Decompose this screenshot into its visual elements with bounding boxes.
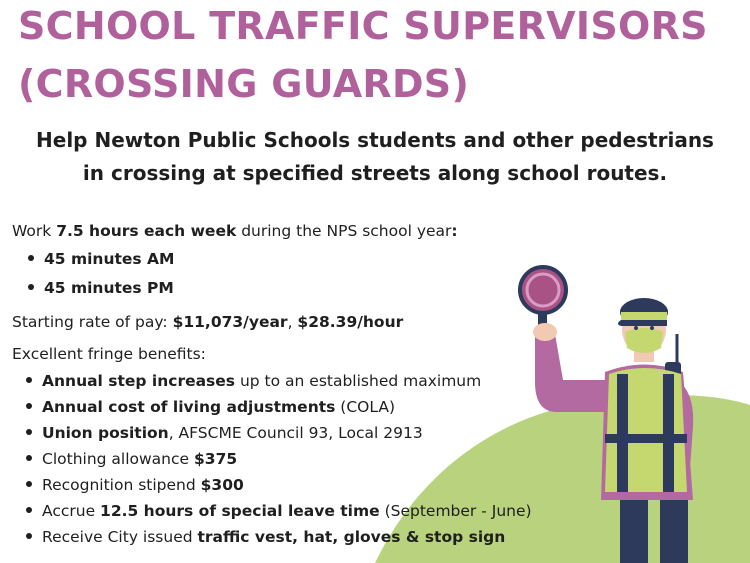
benefit-item <box>26 398 395 416</box>
pay-hourly: $28.39/hour <box>297 313 404 331</box>
pay-separator: , <box>287 313 298 331</box>
benefit-pre: Accrue <box>42 502 101 520</box>
bullet-dot <box>26 429 32 435</box>
benefit-rest: (COLA) <box>335 398 396 416</box>
benefit-rest: , AFSCME Council 93, Local 2913 <box>168 424 423 442</box>
subtitle-line-1: Help Newton Public Schools students and other pedestrians <box>36 128 714 152</box>
benefit-bold: Annual cost of living adjustments <box>42 398 336 416</box>
bullet-dot <box>26 481 32 487</box>
work-hours-value: 7.5 hours each week <box>56 222 237 240</box>
pay-yearly: $11,073/year <box>172 313 288 331</box>
crossing-guard-illustration <box>505 262 725 563</box>
bullet-dot <box>26 403 32 409</box>
pay-label: Starting rate of pay: <box>12 313 173 331</box>
work-hours-line <box>12 222 458 240</box>
work-item-label: 45 minutes PM <box>44 279 174 297</box>
subtitle-line-2: in crossing at specified streets along school routes. <box>82 161 668 185</box>
work-suffix: during the NPS school year <box>236 222 452 240</box>
benefit-bold: $375 <box>194 450 238 468</box>
benefit-pre: Receive City issued <box>42 528 198 546</box>
benefit-item <box>26 502 532 520</box>
work-bullet-item <box>28 250 174 268</box>
benefit-bold: Annual step increases <box>42 372 236 390</box>
benefit-rest: up to an established maximum <box>235 372 482 390</box>
benefits-heading: Excellent fringe benefits: <box>12 345 206 363</box>
work-colon: : <box>451 222 458 240</box>
bullet-dot <box>28 284 34 290</box>
bullet-dot <box>26 507 32 513</box>
work-bullet-item <box>28 279 174 297</box>
bullet-dot <box>26 377 32 383</box>
benefit-bold: Union position <box>42 424 169 442</box>
benefit-pre: Recognition stipend <box>42 476 201 494</box>
bullet-dot <box>28 255 34 261</box>
pay-rate-line <box>12 313 403 331</box>
benefit-item <box>26 372 481 390</box>
benefit-pre: Clothing allowance <box>42 450 194 468</box>
benefit-bold: traffic vest, hat, gloves & stop sign <box>197 528 506 546</box>
benefit-rest: (September - June) <box>379 502 532 520</box>
benefit-item <box>26 528 505 546</box>
bullet-dot <box>26 533 32 539</box>
benefit-bold: 12.5 hours of special leave time <box>100 502 380 520</box>
page-title-line-1: SCHOOL TRAFFIC SUPERVISORS <box>18 4 708 48</box>
bullet-dot <box>26 455 32 461</box>
page-title-line-2: (CROSSING GUARDS) <box>18 62 470 106</box>
benefit-item <box>26 476 244 494</box>
benefit-bold: $300 <box>200 476 244 494</box>
benefit-item <box>26 450 237 468</box>
benefit-item <box>26 424 423 442</box>
work-prefix: Work <box>12 222 57 240</box>
work-item-label: 45 minutes AM <box>44 250 175 268</box>
